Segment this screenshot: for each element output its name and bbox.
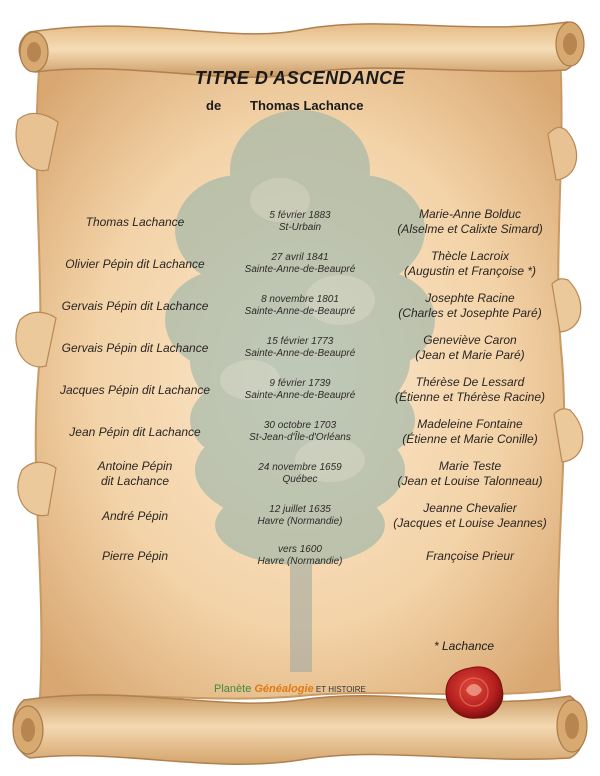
subject-name: Thomas Lachance <box>250 98 364 113</box>
spouse-name: Marie Teste <box>438 459 502 473</box>
ancestor-name: Antoine Pépin dit Lachance <box>97 459 173 488</box>
subtitle-prefix: de <box>206 98 222 113</box>
marriage-date: vers 1600 <box>278 544 322 555</box>
marriage-date: 30 octobre 1703 <box>263 420 337 431</box>
document-title: TITRE D'ASCENDANCE <box>194 68 406 88</box>
spouse-name: Thècle Lacroix <box>430 249 510 263</box>
generation-row <box>0 536 600 576</box>
marriage-date: 24 novembre 1659 <box>258 462 342 473</box>
generation-row <box>0 454 600 494</box>
spouse-parents: (Charles et Josephte Paré) <box>398 306 542 320</box>
brand-part-histoire: ET HISTOIRE <box>313 685 366 694</box>
spouse-parents: (Jean et Marie Paré) <box>415 348 525 362</box>
generation-row <box>0 370 600 410</box>
generation-row <box>0 412 600 452</box>
generation-row <box>0 328 600 368</box>
spouse-parents: (Étienne et Marie Conille) <box>402 432 538 446</box>
marriage-info <box>220 286 380 326</box>
marriage-info <box>220 370 380 410</box>
marriage-info <box>220 496 380 536</box>
marriage-info <box>220 202 380 242</box>
marriage-place: Havre (Normandie) <box>257 516 343 527</box>
ancestor-name: Thomas Lachance <box>85 214 185 229</box>
generation-row <box>0 244 600 284</box>
ancestor-name: Olivier Pépin dit Lachance <box>65 256 205 271</box>
spouse-name: Josephte Racine <box>425 291 515 305</box>
marriage-date: 8 novembre 1801 <box>261 294 339 305</box>
marriage-place: Sainte-Anne-de-Beaupré <box>244 348 356 359</box>
generation-row <box>0 496 600 536</box>
marriage-info <box>220 412 380 452</box>
ancestor-name: Gervais Pépin dit Lachance <box>61 340 209 355</box>
spouse-info <box>370 454 570 494</box>
spouse-name: Geneviève Caron <box>423 333 517 347</box>
marriage-date: 27 avril 1841 <box>271 252 329 263</box>
spouse-info <box>370 328 570 368</box>
ancestor-name: Jacques Pépin dit Lachance <box>59 382 211 397</box>
spouse-info <box>370 412 570 452</box>
brand-part-planete: Planète <box>214 683 255 695</box>
marriage-info <box>220 328 380 368</box>
generation-row <box>0 202 600 242</box>
marriage-info <box>220 536 380 576</box>
ancestor-name: Pierre Pépin <box>101 548 169 563</box>
marriage-place: Sainte-Anne-de-Beaupré <box>244 390 356 401</box>
marriage-place: St-Jean-d'Île-d'Orléans <box>249 432 351 443</box>
spouse-info <box>370 244 570 284</box>
marriage-date: 15 février 1773 <box>266 336 334 347</box>
marriage-date: 5 février 1883 <box>269 210 331 221</box>
spouse-parents: (Jean et Louise Talonneau) <box>397 474 543 488</box>
brand-part-genealogie: Généalogie <box>254 683 314 695</box>
spouse-info <box>370 370 570 410</box>
spouse-name: Jeanne Chevalier <box>423 501 517 515</box>
spouse-parents: (Étienne et Thérèse Racine) <box>394 390 546 404</box>
marriage-place: Havre (Normandie) <box>257 556 343 567</box>
generation-row <box>0 286 600 326</box>
spouse-info <box>370 286 570 326</box>
marriage-place: Sainte-Anne-de-Beaupré <box>244 306 356 317</box>
wax-seal-icon <box>446 667 503 718</box>
ancestor-name: Gervais Pépin dit Lachance <box>61 298 209 313</box>
marriage-place: Sainte-Anne-de-Beaupré <box>244 264 356 275</box>
marriage-place: St-Urbain <box>278 222 322 233</box>
brand-logo <box>214 683 366 695</box>
ancestor-name: André Pépin <box>101 508 169 523</box>
spouse-name: Marie-Anne Bolduc <box>418 207 522 221</box>
spouse-name: Thérèse De Lessard <box>415 375 525 389</box>
spouse-info <box>370 496 570 536</box>
spouse-parents: (Alselme et Calixte Simard) <box>397 222 543 236</box>
spouse-name: Madeleine Fontaine <box>417 417 523 431</box>
spouse-parents: (Augustin et Françoise *) <box>403 264 537 278</box>
footnote: * Lachance <box>434 639 495 653</box>
marriage-place: Québec <box>282 474 318 485</box>
marriage-info <box>220 454 380 494</box>
spouse-parents: (Jacques et Louise Jeannes) <box>393 516 547 530</box>
spouse-info <box>370 202 570 242</box>
spouse-info <box>370 536 570 576</box>
marriage-info <box>220 244 380 284</box>
marriage-date: 9 février 1739 <box>269 378 331 389</box>
spouse-name: Françoise Prieur <box>425 548 515 563</box>
marriage-date: 12 juillet 1635 <box>269 504 331 515</box>
ancestor-name: Jean Pépin dit Lachance <box>69 424 201 439</box>
